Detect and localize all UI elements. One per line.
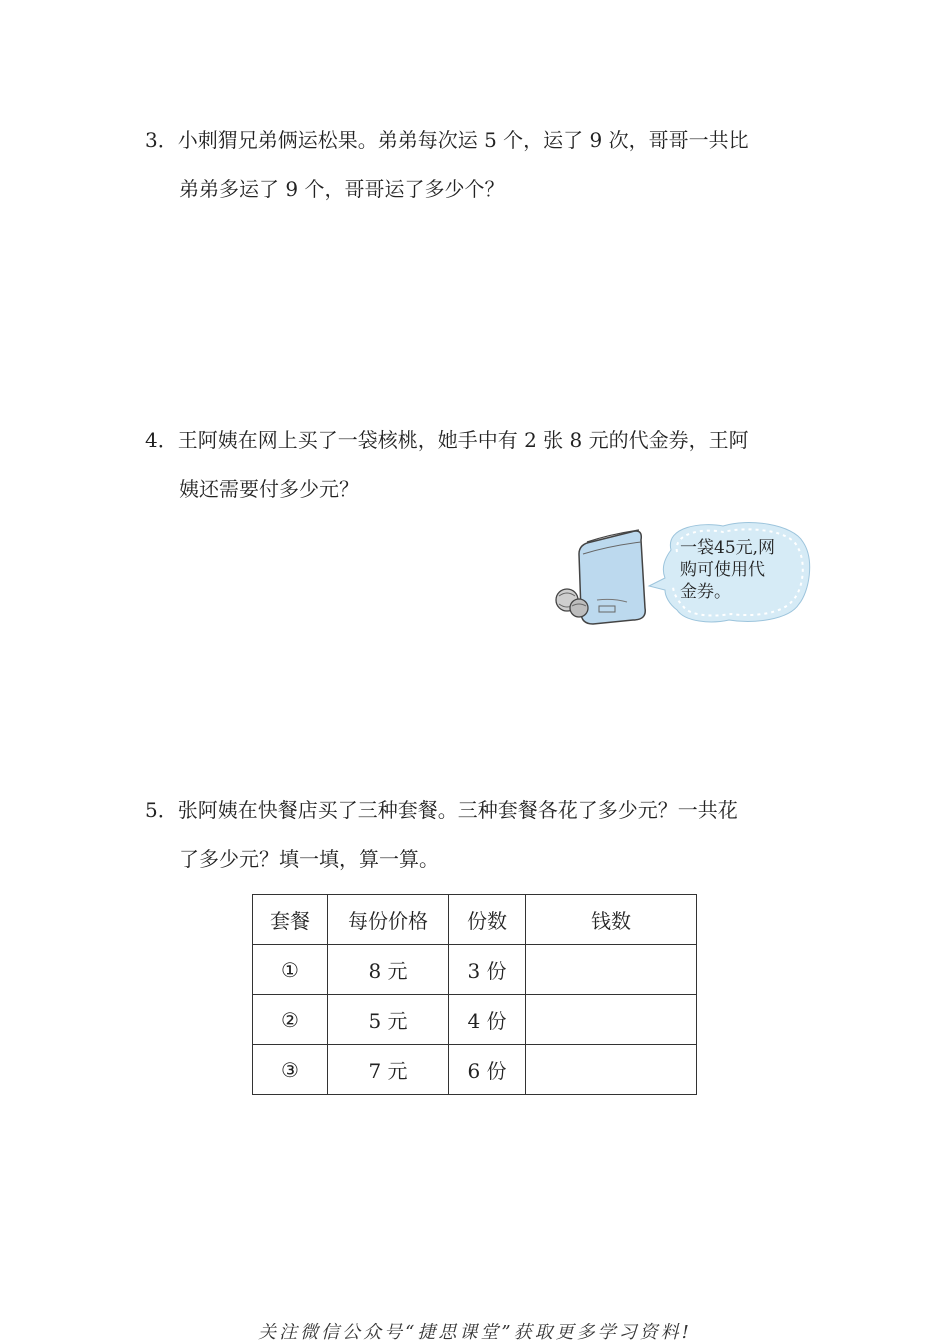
question-3: [145, 116, 825, 214]
footer-watermark: 关注微信公众号“捷思课堂”获取更多学习资料!: [258, 1322, 692, 1343]
meal-table: [252, 894, 697, 1095]
question-number: 3．: [145, 128, 178, 152]
table-cell: 7 元: [328, 1045, 449, 1095]
answer-cell[interactable]: [526, 995, 697, 1045]
table-cell: ①: [253, 945, 328, 995]
bag: [579, 531, 645, 624]
table-header: 每份价格: [328, 895, 449, 945]
walnut-icon: [570, 599, 588, 617]
question-5: [145, 786, 825, 884]
question-text: 张阿姨在快餐店买了三种套餐。三种套餐各花了多少元？一共花: [177, 798, 738, 822]
question-4-line2: 姨还需要付多少元？: [179, 477, 359, 501]
question-number: 5．: [145, 798, 178, 822]
question-4-line1: [145, 416, 825, 465]
table-cell: 4 份: [449, 995, 526, 1045]
table-row: [253, 995, 697, 1045]
answer-cell[interactable]: [526, 945, 697, 995]
question-4: [145, 416, 825, 514]
table-header: 套餐: [253, 895, 328, 945]
table-cell: 6 份: [449, 1045, 526, 1095]
answer-cell[interactable]: [526, 1045, 697, 1095]
question-5-line2: 了多少元？填一填，算一算。: [179, 847, 439, 871]
bubble-text: 一袋45元,网 购可使用代 金券。: [680, 538, 776, 602]
table-cell: 8 元: [328, 945, 449, 995]
question-3-line2: 弟弟多运了 9 个，哥哥运了多少个？: [179, 177, 505, 201]
table-header: 钱数: [526, 895, 697, 945]
table-cell: ②: [253, 995, 328, 1045]
table-header-row: [253, 895, 697, 945]
question-text: 小刺猬兄弟俩运松果。弟弟每次运 5 个，运了 9 次，哥哥一共比: [177, 128, 749, 152]
table-cell: 3 份: [449, 945, 526, 995]
table-row: [253, 1045, 697, 1095]
question-3-line1: [145, 116, 825, 165]
table-cell: 5 元: [328, 995, 449, 1045]
question-number: 4．: [145, 428, 178, 452]
table-cell: ③: [253, 1045, 328, 1095]
question-text: 王阿姨在网上买了一袋核桃，她手中有 2 张 8 元的代金券，王阿: [177, 428, 749, 452]
table-row: [253, 945, 697, 995]
question-5-line1: [145, 786, 825, 835]
table-header: 份数: [449, 895, 526, 945]
